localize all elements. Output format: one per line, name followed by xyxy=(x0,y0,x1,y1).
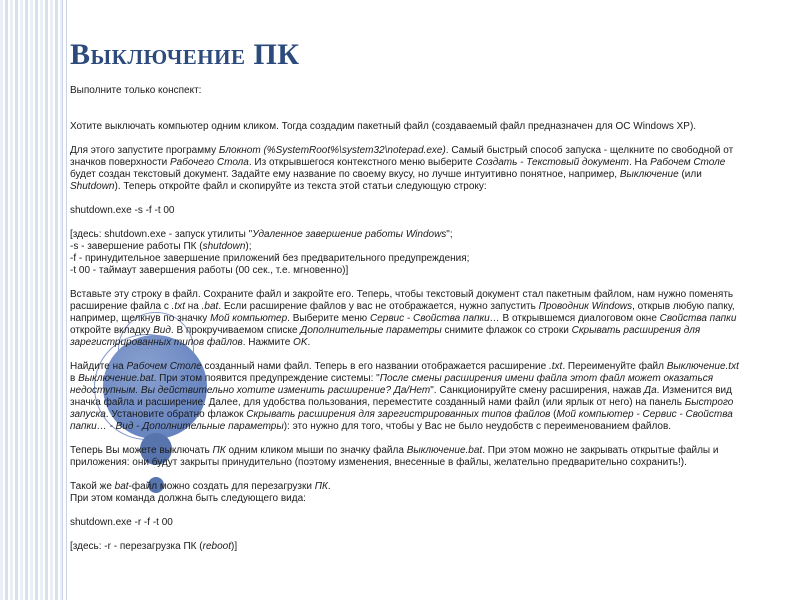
command-shutdown: shutdown.exe -s -f -t 00 xyxy=(70,205,175,216)
paragraph-7: При этом команда должна быть следующего вида: xyxy=(70,493,306,504)
command-reboot: shutdown.exe -r -f -t 00 xyxy=(70,517,173,528)
paragraph-3: Вставьте эту строку в файл. Сохраните файл и закройте его. Теперь, чтобы текстовый документ стал пакетным файлом, нам нужно поменять расширение файла с .txt на .bat. Если расширение файлов у вас не отображается, нужно запустить Проводник Windows, открыв любую папку, например, щелкнув по значку Мой компьютер. Выберите меню Сервис - Свойства папки… В открывшемся диалоговом окне Свойства папки откройте вкладку Вид. В прокручиваемом списке Дополнительные параметры снимите флажок со строки Скрывать расширения для зарегистрированных типов файлов. Нажмите OK. xyxy=(70,289,737,348)
slide-content xyxy=(70,85,746,553)
decorative-line xyxy=(62,0,63,600)
explanation-line-4: -t 00 - таймаут завершения работы (00 сек., т.е. мгновенно)] xyxy=(70,265,349,276)
decorative-stripes xyxy=(0,0,62,600)
paragraph-2: Для этого запустите программу Блокнот (%SystemRoot%\system32\notepad.exe). Самый быстрый способ запуска - щелкните по свободной от значков поверхности Рабочего Стола. Из открывшегося контекстного меню выберите Создать - Текстовый документ. На Рабочем Столе будет создан текстовый документ. Задайте ему название по своему вкусу, но лучше интуитивно понятное, например, Выключение (или Shutdown). Теперь откройте файл и скопируйте из текста этой статьи следующую строку: xyxy=(70,145,734,192)
explanation-line-3: -f - принудительное завершение приложений без предварительного предупреждения; xyxy=(70,253,470,264)
paragraph-4: Найдите на Рабочем Столе созданный нами файл. Теперь в его названии отображается расширение .txt. Переименуйте файл Выключение.txt в Выключение.bat. При этом появится предупреждение системы: "После смены расширения имени файла этот файл может оказаться недоступным. Вы действительно хотите изменить расширение? Да/Нет". Санкционируйте смену расширения, нажав Да. Изменится вид значка файла и расширение. Далее, для удобства пользования, переместите созданный нами файл (или ярлык от него) на панель Быстрого запуска. Установите обратно флажок Скрывать расширения для зарегистрированных типов файлов (Мой компьютер - Сервис - Свойства папки… - Вид - Дополнительные параметры): это нужно для того, чтобы у Вас не было неудобств с переименованием файлов. xyxy=(70,361,739,432)
explanation-line-1: [здесь: shutdown.exe - запуск утилиты "Удаленное завершение работы Windows"; xyxy=(70,229,453,240)
intro-text: Выполните только конспект: xyxy=(70,85,202,96)
explanation-reboot: [здесь: -r - перезагрузка ПК (reboot)] xyxy=(70,541,238,552)
paragraph-5: Теперь Вы можете выключать ПК одним кликом мыши по значку файла Выключение.bat. При этом можно не закрывать открытые файлы и приложения: они будут закрыты принудительно (поэтому изменения, внесенные в файлы, желательно предварительно сохранить!). xyxy=(70,445,719,468)
decorative-line xyxy=(66,0,67,600)
paragraph-1: Хотите выключать компьютер одним кликом. Тогда создадим пакетный файл (создаваемый файл предназначен для ОС Windows XP). xyxy=(70,121,697,132)
paragraph-6: Такой же bat-файл можно создать для перезагрузки ПК. xyxy=(70,481,331,492)
explanation-line-2: -s - завершение работы ПК (shutdown); xyxy=(70,241,252,252)
slide-title: Выключение ПК xyxy=(70,38,300,71)
